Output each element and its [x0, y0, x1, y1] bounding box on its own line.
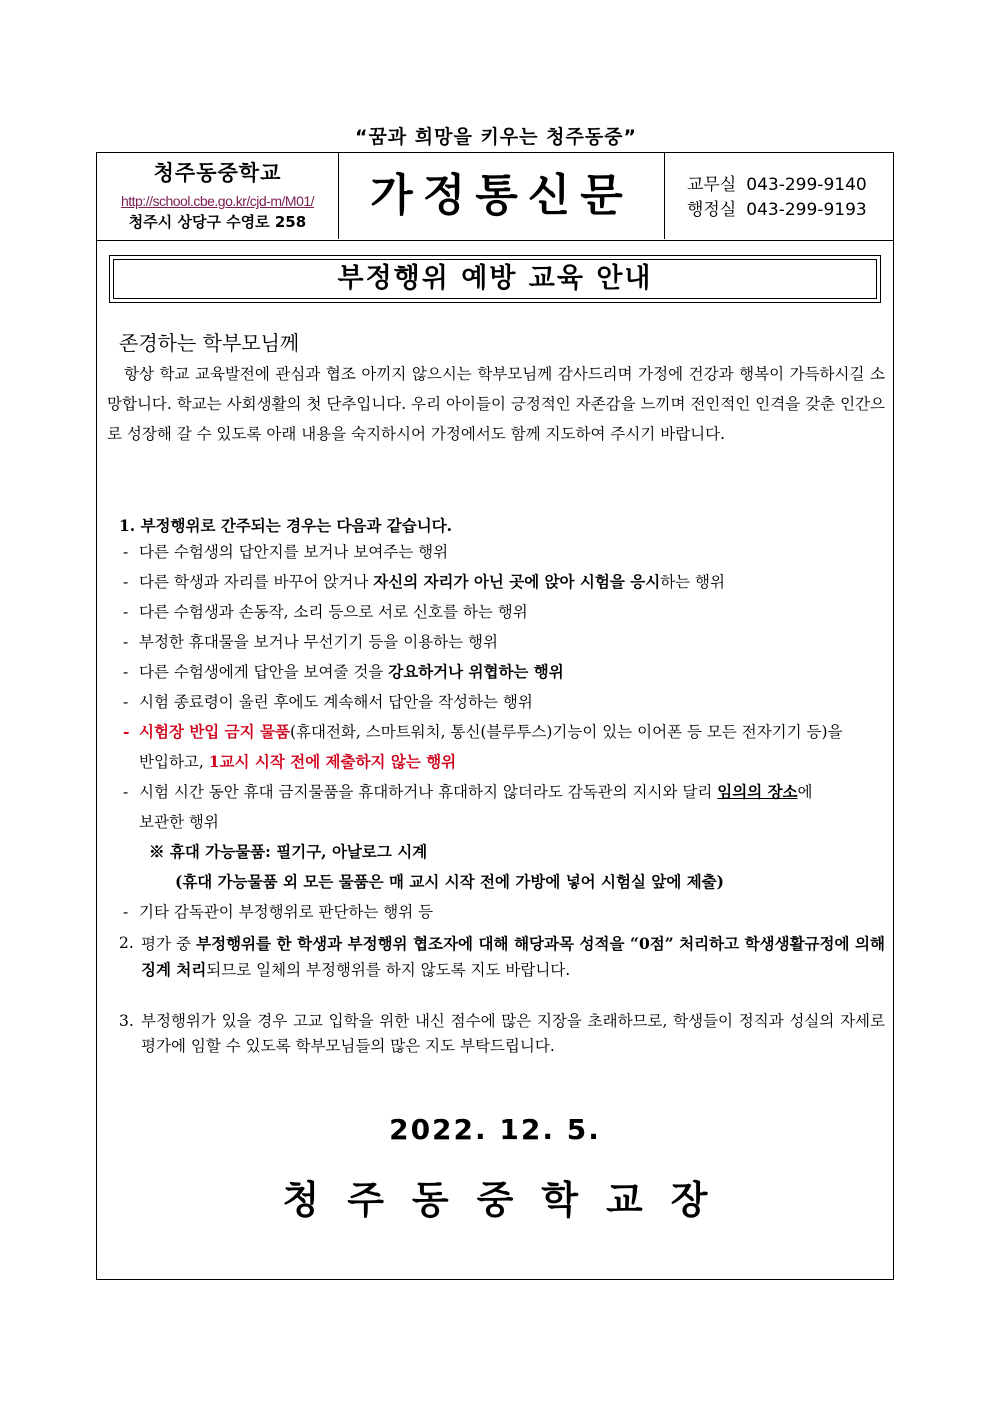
intro-paragraph: [107, 359, 885, 449]
para-emphasis: 부정행위를 한 학생과 부정행위 협조자에 대해 해당과목 성적을 “0점” 처리하고 학생생활규정에 의해 징계 처리: [141, 934, 885, 979]
dash-bullet: -: [123, 603, 129, 621]
para-text: 부정행위가 있을 경우 고교 입학을 위한 내신 점수에 많은 지장을 초래하므로, 학생들이 정직과 성실의 자세로 평가에 임할 수 있도록 학부모님들의 많은 지도 부탁드립니다.: [141, 1012, 885, 1055]
subject-box: [109, 255, 881, 303]
list-item-prohibited: [123, 717, 887, 777]
item-emphasis-red: 1교시 시작 전에 제출하지 않는 행위: [208, 752, 457, 771]
item-emphasis-red: 시험장 반입 금지 물품: [139, 722, 290, 741]
item-text: 다른 학생과 자리를 바꾸어 앉거나: [139, 573, 374, 591]
item-text: 시험 시간 동안 휴대 금지물품을 휴대하거나 휴대하지 않더라도 감독관의 지시와 달리: [139, 783, 718, 801]
dash-bullet: -: [123, 783, 129, 801]
school-name: 청주동중학교: [153, 161, 282, 185]
item-text: 다른 수험생의 답안지를 보거나 보여주는 행위: [139, 543, 449, 561]
item-text: (휴대전화, 스마트워치, 통신(블루투스)기능이 있는 이어폰 등 모든 전자기기 등)을: [289, 723, 843, 741]
item-emphasis: 강요하거나 위협하는 행위: [388, 662, 564, 681]
section-number: 3.: [119, 1012, 134, 1030]
dash-bullet: -: [123, 543, 129, 561]
item-underline: 임의의 장소: [717, 782, 798, 801]
section1-title: 1. 부정행위로 간주되는 경우는 다음과 같습니다.: [119, 516, 453, 535]
para-text: 되므로 일체의 부정행위를 하지 않도록 지도 바랍니다.: [206, 961, 571, 979]
list-item: [123, 627, 887, 657]
phone-number: 043-299-9193: [746, 200, 867, 220]
section2-paragraph: [119, 931, 885, 983]
item-text: 에: [797, 783, 813, 801]
item-text: 하는 행위: [660, 573, 726, 591]
newsletter-title: 가정통신문: [370, 170, 633, 221]
dash-bullet: -: [123, 693, 129, 711]
section3: [119, 1009, 885, 1059]
list-item: [123, 597, 887, 627]
section2: [119, 931, 885, 983]
principal-signature: 청주동중학교장: [282, 1178, 736, 1222]
para-text: 평가 중: [141, 935, 197, 953]
greeting: 존경하는 학부모님께: [119, 331, 300, 355]
notice-frame: [96, 152, 894, 1280]
school-address: 청주시 상당구 수영로 258: [128, 213, 307, 231]
school-info-cell: [97, 153, 339, 239]
item-text: 다른 수험생과 손동작, 소리 등으로 서로 신호를 하는 행위: [139, 603, 528, 621]
dash-bullet: -: [123, 633, 129, 651]
list-item: [123, 687, 887, 717]
subject-title: 부정행위 예방 교육 안내: [113, 259, 877, 299]
contact-cell: [665, 153, 893, 239]
note-allowed-items: ※ 휴대 가능물품: 필기구, 아날로그 시계: [149, 842, 428, 861]
item-text: 부정한 휴대물을 보거나 무선기기 등을 이용하는 행위: [139, 633, 498, 651]
item-text: 보관한 행위: [139, 813, 219, 831]
phone-number: 043-299-9140: [746, 175, 867, 195]
dash-bullet: -: [123, 573, 129, 591]
list-item: [123, 777, 887, 837]
dash-bullet: -: [123, 722, 130, 741]
phone-office-teachers: [687, 173, 893, 198]
dash-bullet: -: [123, 903, 129, 921]
note-submission: (휴대 가능물품 외 모든 물품은 매 교시 시작 전에 가방에 넣어 시험실 앞에 제출): [175, 872, 724, 891]
list-item: [123, 567, 887, 597]
phone-label: 행정실: [687, 200, 737, 220]
item-text: 반입하고,: [139, 753, 209, 771]
item-text: 기타 감독관이 부정행위로 판단하는 행위 등: [139, 903, 434, 921]
phone-label: 교무실: [687, 175, 737, 195]
issue-date: 2022. 12. 5.: [389, 1113, 601, 1146]
school-url-link[interactable]: http://school.cbe.go.kr/cjd-m/M01/: [120, 193, 315, 209]
list-item: [123, 897, 887, 927]
intro-text: 항상 학교 교육발전에 관심과 협조 아끼지 않으시는 학부모님께 감사드리며 가정에 건강과 행복이 가득하시길 소망합니다. 학교는 사회생활의 첫 단추입니다. 우리 아이들이 긍정적인 자존감을 느끼며 전인적인 인격을 갖춘 인간으로 성장해 갈 수 있도록 아래 내용을 숙지하시어 가정에서도 함께 지도하여 주시기 바랍니다.: [107, 365, 885, 443]
notice-header: [97, 153, 893, 241]
title-cell: [339, 153, 665, 239]
list-item: [123, 657, 887, 687]
misconduct-list: [123, 537, 887, 927]
school-motto: “꿈과 희망을 키우는 청주동중”: [354, 126, 638, 148]
phone-office-admin: [687, 198, 893, 223]
item-text: 다른 수험생에게 답안을 보여줄 것을: [139, 663, 389, 681]
list-item: [123, 537, 887, 567]
section3-paragraph: [119, 1009, 885, 1059]
item-text: 시험 종료령이 울린 후에도 계속해서 답안을 작성하는 행위: [139, 693, 533, 711]
item-emphasis: 자신의 자리가 아닌 곳에 앉아 시험을 응시: [373, 572, 661, 591]
section-number: 2.: [119, 934, 134, 952]
dash-bullet: -: [123, 663, 129, 681]
